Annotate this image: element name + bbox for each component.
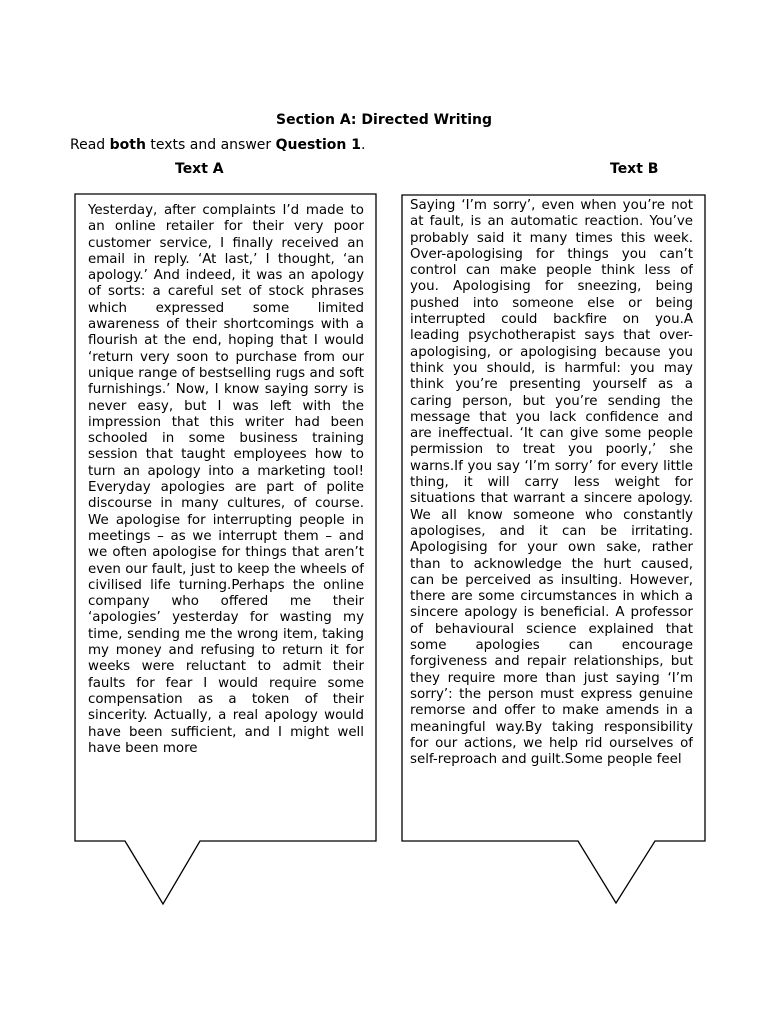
instruction-middle: texts and answer <box>145 137 276 153</box>
instruction-emphasis-both: both <box>109 137 146 153</box>
text-a-label: Text A <box>175 161 224 177</box>
text-b-body: Saying ‘I’m sorry’, even when you’re not at fault, is an automatic reaction. You’ve probably said it many times this week. Over-apologising for things you can’t control can make people think less of you. Apologising for sneezing, being pushed into someone else or being interrupted could backfire on you.A leading psychotherapist says that over-apologising, or apologising because you think you should, is harmful: you may think you’re presenting yourself as a caring person, but you’re sending the message that you lack confidence and are ineffectual. ‘It can give some people permission to treat you poorly,’ she warns.If you say ‘I’m sorry’ for every little thing, it will carry less weight for situations that warrant a sincere apology. We all know someone who constantly apologises, and it can be irritating. Apologising for your own sake, rather than to acknowledge the hurt caused, can be perceived as insulting. However, there are some circumstances in which a sincere apology is beneficial. A professor of behavioural science explained that some apologies can encourage forgiveness and repair relationships, but they require more than just saying ‘I’m sorry’: the person must express genuine remorse and offer to make amends in a meaningful way.By taking responsibility for our actions, we help rid ourselves of self-reproach and guilt.Some people feel <box>410 198 693 768</box>
instruction-prefix: Read <box>70 137 110 153</box>
instruction-suffix: . <box>360 137 366 153</box>
section-title: Section A: Directed Writing <box>276 112 492 128</box>
text-a-body: Yesterday, after complaints I’d made to an online retailer for their very poor customer service, I finally received an email in reply. ‘At last,’ I thought, ‘an apology.’ And indeed, it was an apology of sorts: a careful set of stock phrases which expressed some limited awareness of their shortcomings with a flourish at the end, hoping that I would ‘return very soon to purchase from our unique range of bestselling rugs and soft furnishings.’ Now, I know saying sorry is never easy, but I was left with the impression that this writer had been schooled in some business training session that taught employees how to turn an apology into a marketing tool! Everyday apologies are part of polite discourse in many cultures, of course. We apologise for interrupting people in meetings – as we interrupt them – and we often apologise for things that aren’t even our fault, just to keep the wheels of civilised life turning.Perhaps the online company who offered me their ‘apologies’ yesterday for wasting my time, sending me the wrong item, taking my money and refusing to return it for weeks were reluctant to admit their faults for fear I would require some compensation as a token of their sincerity. Actually, a real apology would have been sufficient, and I might well have been more <box>88 203 364 756</box>
instruction-emphasis-question: Question 1 <box>275 137 361 153</box>
text-b-label: Text B <box>610 161 659 177</box>
